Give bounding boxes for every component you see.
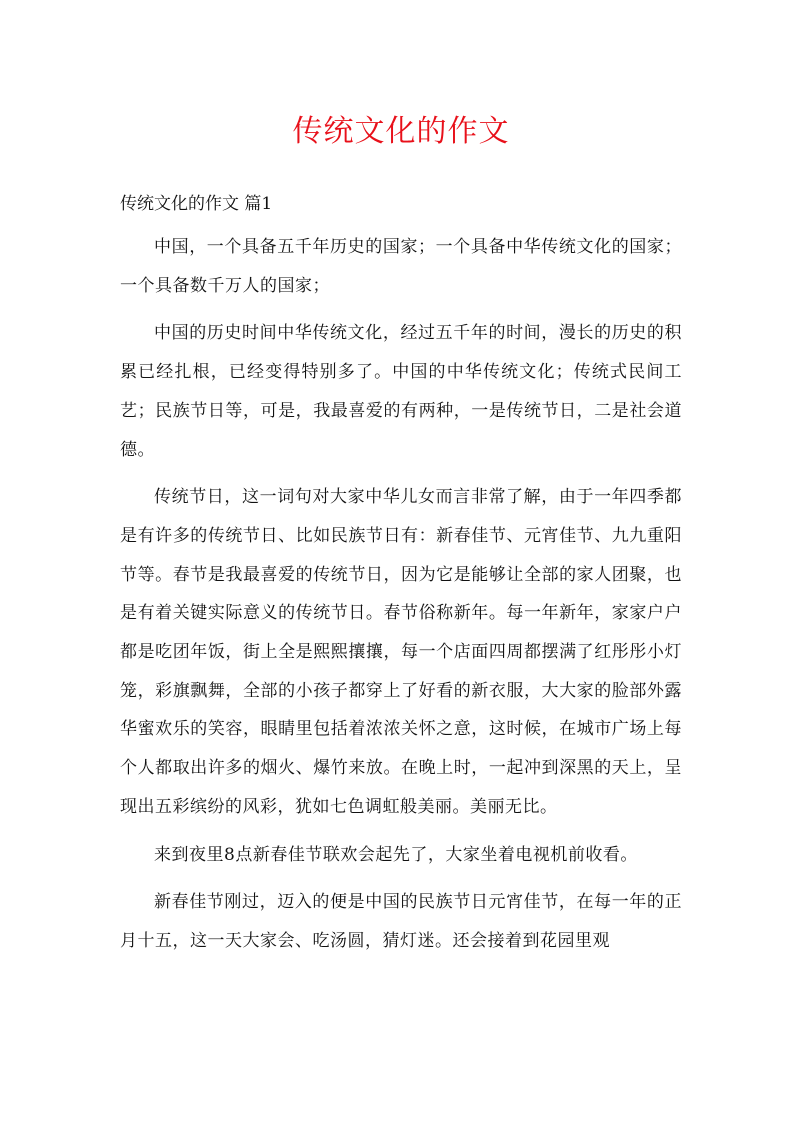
paragraph-4: 来到夜里8点新春佳节联欢会起先了，大家坐着电视机前收看。	[154, 844, 638, 865]
paragraph-1: 中国，一个具备五千年历史的国家；一个具备中华传统文化的国家；一个具备数千万人的国家；	[120, 237, 682, 296]
paragraph-2: 中国的历史时间中华传统文化，经过五千年的时间，漫长的历史的积累已经扎根，已经变得特别多了。中国的中华传统文化；传统式民间工艺；民族节日等，可是，我最喜爱的有两种，一是传统节日，二是社会道德。	[120, 323, 682, 460]
paragraph-5: 新春佳节刚过，迈入的便是中国的民族节日元宵佳节，在每一年的正月十五，这一天大家会、吃汤圆，猜灯迷。还会接着到花园里观	[120, 892, 682, 951]
section-heading: 传统文化的作文 篇1	[120, 194, 273, 214]
paragraph-3: 传统节日，这一词句对大家中华儿女而言非常了解，由于一年四季都是有许多的传统节日、比如民族节日有：新春佳节、元宵佳节、九九重阳节等。春节是我最喜爱的传统节日，因为它是能够让全部的家人团聚，也是有着关键实际意义的传统节日。春节俗称新年。每一年新年，家家户户都是吃团年饭，街上全是熙熙攘攘，每一个店面四周都摆满了红彤彤小灯笼，彩旗飘舞，全部的小孩子都穿上了好看的新衣服，大大家的脸部外露华蜜欢乐的笑容，眼睛里包括着浓浓关怀之意，这时候，在城市广场上每个人都取出许多的烟火、爆竹来放。在晚上时，一起冲到深黑的天上，呈现出五彩缤纷的风彩，犹如七色调虹般美丽。美丽无比。	[120, 487, 682, 817]
document-title: 传统文化的作文	[292, 114, 510, 149]
